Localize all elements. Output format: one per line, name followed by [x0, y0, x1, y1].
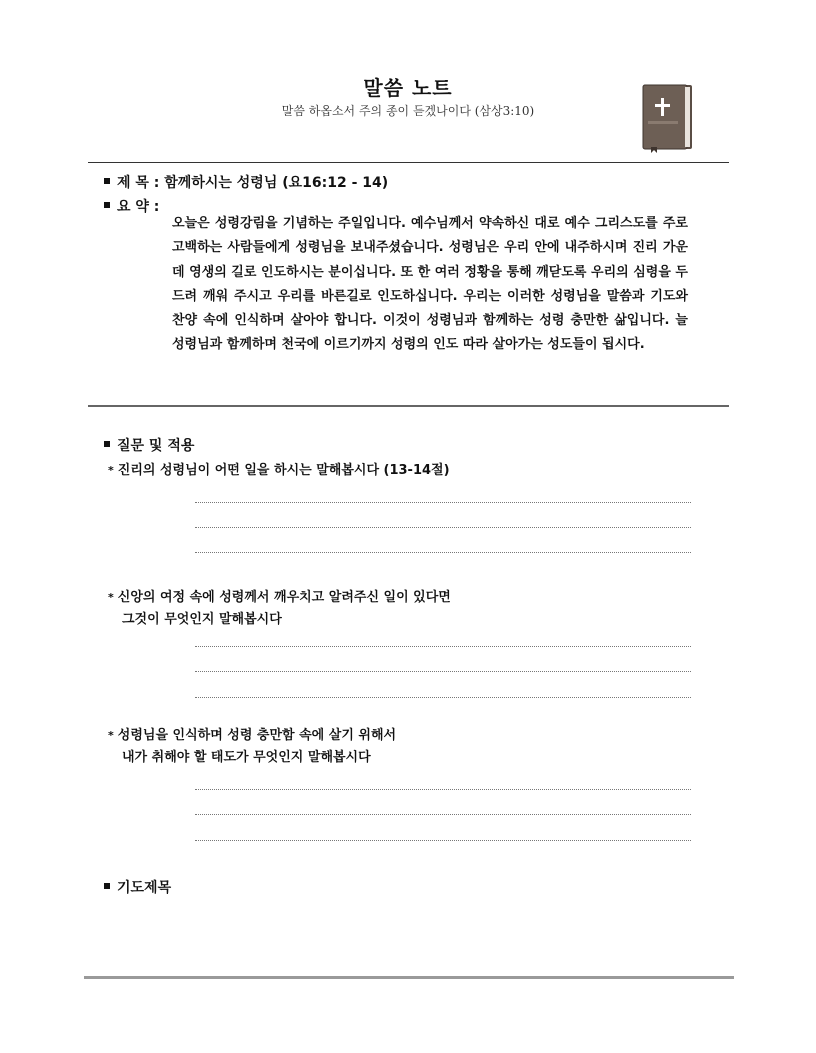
answer-line[interactable]: [195, 552, 691, 553]
question-3-line1: 성령님을 인식하며 성령 충만함 속에 살기 위해서: [117, 728, 397, 743]
answer-line[interactable]: [195, 671, 691, 672]
answer-line[interactable]: [195, 697, 691, 698]
question-3-line2: 내가 취해야 할 태도가 무엇인지 말해봅시다: [122, 750, 371, 765]
page-title: 말씀 노트: [363, 76, 453, 100]
application-heading: 질문 및 적용: [117, 438, 195, 454]
header-divider: [88, 162, 729, 163]
application-heading-row: [104, 435, 194, 455]
question-bullet: *: [108, 729, 114, 742]
sermon-title-label: 제 목 :: [117, 175, 160, 191]
question-2-line1: 신앙의 여정 속에 성령께서 깨우치고 알려주신 일이 있다면: [117, 590, 451, 605]
prayer-heading: 기도제목: [117, 880, 172, 896]
question-bullet: *: [108, 591, 114, 604]
question-3: [108, 724, 396, 748]
bullet-square: [104, 883, 110, 889]
footer-divider: [84, 976, 734, 979]
question-2-line2: 그것이 무엇인지 말해봅시다: [122, 612, 282, 627]
question-3-cont: [122, 746, 371, 770]
question-1-line1: 진리의 성령님이 어떤 일을 하시는 말해봅시다 (13-14절): [117, 463, 450, 478]
bible-icon: [641, 83, 695, 153]
answer-line[interactable]: [195, 814, 691, 815]
question-2: [108, 586, 451, 610]
prayer-heading-row: [104, 877, 171, 897]
question-bullet: *: [108, 464, 114, 477]
answer-line[interactable]: [195, 527, 691, 528]
bullet-square: [104, 202, 110, 208]
summary-label-row: [104, 196, 159, 216]
bullet-square: [104, 178, 110, 184]
question-2-cont: [122, 608, 282, 632]
answer-line[interactable]: [195, 840, 691, 841]
answer-line[interactable]: [195, 789, 691, 790]
question-1: [108, 459, 450, 483]
answer-line[interactable]: [195, 646, 691, 647]
bullet-square: [104, 441, 110, 447]
sermon-title-value: 함께하시는 성령님 (요16:12 - 14): [164, 175, 389, 191]
summary-label: 요 약 :: [117, 199, 160, 215]
page-subtitle: 말씀 하옵소서 주의 종이 듣겠나이다 (삼상3:10): [281, 104, 535, 118]
summary-text: 오늘은 성령강림을 기념하는 주일입니다. 예수님께서 약속하신 대로 예수 그리스도를 주로 고백하는 사람들에게 성령님을 보내주셨습니다. 성령님은 우리 안에 내주하시며 진리 가운데 영생의 길로 인도하시는 분이십니다. 또 한 여러 정황을 통해 깨닫도록 우리의 심령을 두드려 깨워 주시고 우리를 바른길로 인도하십니다. 우리는 이러한 성령님을 말씀과 기도와 찬양 속에 인식하며 살아야 합니다. 이것이 성령님과 함께하는 성령 충만한 삶입니다. 늘 성령님과 함께하며 천국에 이르기까지 성령의 인도 따라 살아가는 성도들이 됩시다.: [172, 216, 688, 353]
sermon-title-row: [104, 172, 388, 192]
section-divider: [88, 405, 729, 407]
answer-line[interactable]: [195, 502, 691, 503]
